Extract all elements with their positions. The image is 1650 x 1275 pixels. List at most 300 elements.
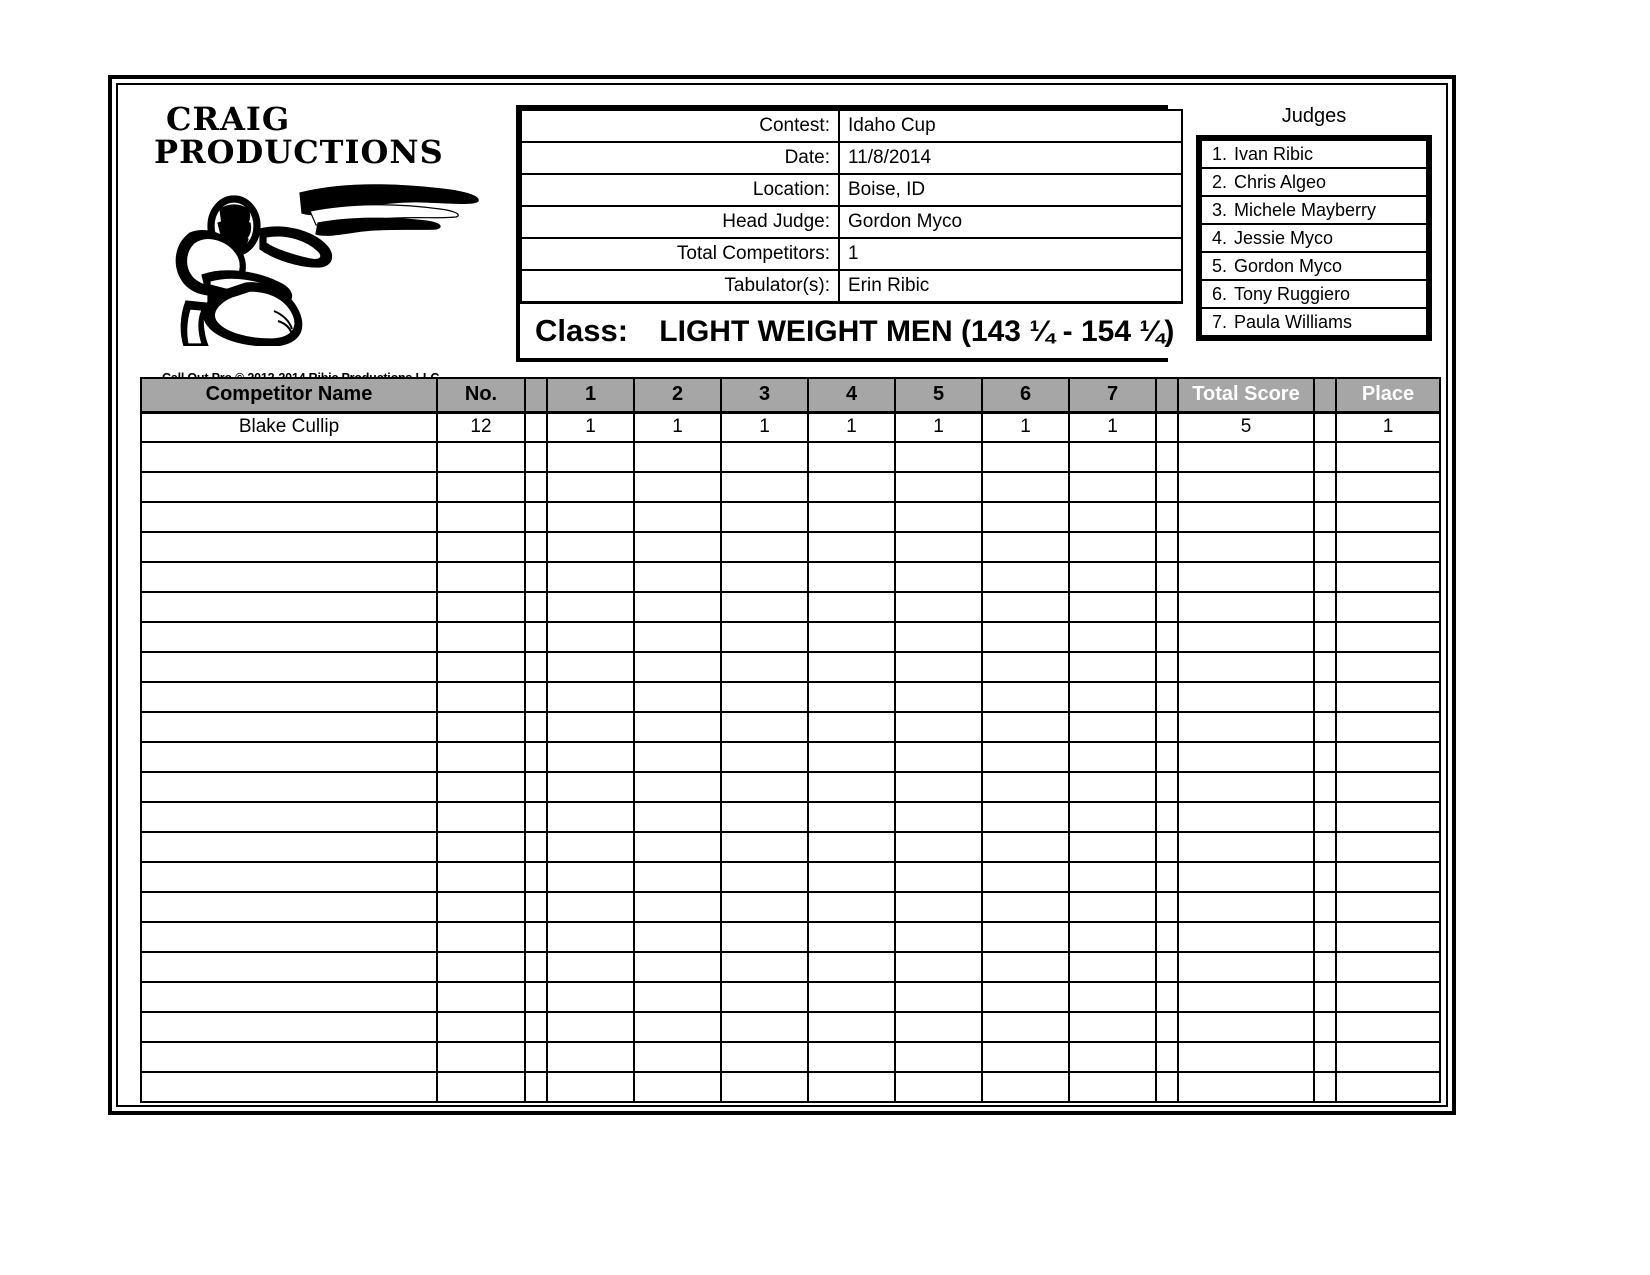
cell-round-6[interactable] [982, 712, 1069, 742]
cell-round-1[interactable] [547, 892, 634, 922]
cell-competitor-name[interactable] [141, 1042, 437, 1072]
cell-round-4[interactable] [808, 1072, 895, 1102]
table-row[interactable] [141, 652, 1440, 682]
cell-round-1[interactable] [547, 742, 634, 772]
cell-round-1[interactable] [547, 832, 634, 862]
cell-round-2[interactable] [634, 562, 721, 592]
cell-round-2[interactable] [634, 1012, 721, 1042]
cell-round-3[interactable] [721, 712, 808, 742]
cell-round-6[interactable] [982, 562, 1069, 592]
cell-total-score[interactable] [1178, 772, 1314, 802]
cell-round-2[interactable] [634, 1042, 721, 1072]
cell-round-2[interactable] [634, 892, 721, 922]
info-row-tabulators [521, 270, 1182, 303]
cell-round-7[interactable]: 1 [1069, 412, 1156, 442]
cell-competitor-name[interactable] [141, 1012, 437, 1042]
cell-competitor-number[interactable] [437, 802, 525, 832]
cell-competitor-name[interactable] [141, 892, 437, 922]
cell-round-5[interactable] [895, 892, 982, 922]
cell-round-1[interactable]: 1 [547, 412, 634, 442]
cell-round-3[interactable] [721, 982, 808, 1012]
cell-place[interactable] [1336, 832, 1440, 862]
cell-competitor-name[interactable] [141, 742, 437, 772]
cell-spacer-right [1314, 1072, 1336, 1102]
cell-round-3[interactable] [721, 592, 808, 622]
cell-round-3[interactable] [721, 922, 808, 952]
table-row[interactable] [141, 592, 1440, 622]
cell-round-6[interactable] [982, 742, 1069, 772]
cell-competitor-number[interactable] [437, 682, 525, 712]
cell-round-3[interactable] [721, 862, 808, 892]
table-row[interactable] [141, 892, 1440, 922]
cell-place[interactable] [1336, 772, 1440, 802]
table-row[interactable] [141, 802, 1440, 832]
cell-round-5[interactable] [895, 712, 982, 742]
cell-competitor-number[interactable] [437, 892, 525, 922]
cell-competitor-number[interactable] [437, 502, 525, 532]
table-row[interactable] [141, 1012, 1440, 1042]
cell-round-7[interactable] [1069, 832, 1156, 862]
cell-round-6[interactable] [982, 982, 1069, 1012]
cell-total-score[interactable] [1178, 922, 1314, 952]
cell-round-1[interactable] [547, 442, 634, 472]
cell-total-score[interactable] [1178, 622, 1314, 652]
cell-round-6[interactable] [982, 1042, 1069, 1072]
cell-round-3[interactable] [721, 622, 808, 652]
table-row[interactable] [141, 442, 1440, 472]
cell-round-5[interactable] [895, 952, 982, 982]
cell-spacer-left [525, 442, 547, 472]
cell-round-1[interactable] [547, 562, 634, 592]
cell-competitor-name[interactable] [141, 592, 437, 622]
cell-spacer-right [1314, 502, 1336, 532]
cell-round-6[interactable] [982, 682, 1069, 712]
cell-round-4[interactable] [808, 742, 895, 772]
cell-round-4[interactable] [808, 532, 895, 562]
cell-round-3[interactable] [721, 442, 808, 472]
cell-round-2[interactable]: 1 [634, 412, 721, 442]
cell-place[interactable] [1336, 502, 1440, 532]
cell-competitor-name[interactable] [141, 652, 437, 682]
cell-round-3[interactable] [721, 1072, 808, 1102]
cell-spacer-right [1314, 892, 1336, 922]
class-label: Class: [535, 313, 629, 348]
info-value-total-competitors[interactable]: 1 [839, 238, 1182, 270]
cell-competitor-number[interactable] [437, 952, 525, 982]
cell-round-6[interactable] [982, 472, 1069, 502]
cell-competitor-name[interactable] [141, 442, 437, 472]
cell-competitor-name[interactable] [141, 682, 437, 712]
cell-place[interactable]: 1 [1336, 412, 1440, 442]
cell-round-6[interactable] [982, 802, 1069, 832]
cell-round-2[interactable] [634, 922, 721, 952]
cell-place[interactable] [1336, 442, 1440, 472]
cell-round-4[interactable] [808, 952, 895, 982]
cell-round-6[interactable] [982, 832, 1069, 862]
cell-round-7[interactable] [1069, 682, 1156, 712]
cell-place[interactable] [1336, 1072, 1440, 1102]
cell-round-6[interactable] [982, 1012, 1069, 1042]
cell-spacer-left [525, 502, 547, 532]
class-row [521, 303, 1182, 359]
cell-round-4[interactable] [808, 622, 895, 652]
cell-round-5[interactable] [895, 772, 982, 802]
cell-round-3[interactable] [721, 772, 808, 802]
cell-round-1[interactable] [547, 952, 634, 982]
cell-round-3[interactable] [721, 952, 808, 982]
cell-competitor-name[interactable] [141, 502, 437, 532]
table-row[interactable] [141, 682, 1440, 712]
cell-round-2[interactable] [634, 682, 721, 712]
cell-place[interactable] [1336, 712, 1440, 742]
table-row[interactable] [141, 1042, 1440, 1072]
cell-total-score[interactable] [1178, 562, 1314, 592]
cell-round-5[interactable] [895, 922, 982, 952]
cell-round-5[interactable] [895, 982, 982, 1012]
cell-round-7[interactable] [1069, 772, 1156, 802]
cell-total-score[interactable] [1178, 1042, 1314, 1072]
cell-round-2[interactable] [634, 862, 721, 892]
cell-place[interactable] [1336, 742, 1440, 772]
cell-round-7[interactable] [1069, 922, 1156, 952]
cell-total-score[interactable] [1178, 1072, 1314, 1102]
cell-total-score[interactable] [1178, 712, 1314, 742]
cell-total-score[interactable] [1178, 532, 1314, 562]
cell-round-6[interactable] [982, 922, 1069, 952]
cell-round-2[interactable] [634, 802, 721, 832]
info-row-total-competitors [521, 238, 1182, 270]
cell-round-2[interactable] [634, 622, 721, 652]
cell-round-4[interactable] [808, 712, 895, 742]
cell-round-1[interactable] [547, 652, 634, 682]
cell-round-1[interactable] [547, 682, 634, 712]
cell-round-3[interactable] [721, 832, 808, 862]
cell-total-score[interactable] [1178, 592, 1314, 622]
cell-place[interactable] [1336, 802, 1440, 832]
cell-round-5[interactable] [895, 862, 982, 892]
cell-round-6[interactable] [982, 532, 1069, 562]
table-row[interactable] [141, 502, 1440, 532]
info-value-date[interactable]: 11/8/2014 [839, 142, 1182, 174]
cell-place[interactable] [1336, 622, 1440, 652]
cell-round-6[interactable]: 1 [982, 412, 1069, 442]
cell-competitor-number[interactable] [437, 442, 525, 472]
cell-competitor-number[interactable] [437, 832, 525, 862]
table-row[interactable] [141, 952, 1440, 982]
cell-place[interactable] [1336, 1012, 1440, 1042]
cell-round-1[interactable] [547, 1072, 634, 1102]
cell-round-3[interactable] [721, 562, 808, 592]
table-row[interactable] [141, 622, 1440, 652]
table-row[interactable] [141, 1072, 1440, 1102]
cell-round-5[interactable] [895, 832, 982, 862]
cell-round-1[interactable] [547, 1042, 634, 1072]
info-value-contest[interactable]: Idaho Cup [839, 110, 1182, 142]
cell-round-7[interactable] [1069, 802, 1156, 832]
cell-round-5[interactable] [895, 442, 982, 472]
cell-round-1[interactable] [547, 502, 634, 532]
cell-round-5[interactable] [895, 1042, 982, 1072]
cell-round-5[interactable] [895, 562, 982, 592]
cell-round-6[interactable] [982, 652, 1069, 682]
cell-round-4[interactable] [808, 682, 895, 712]
cell-round-5[interactable] [895, 652, 982, 682]
cell-round-1[interactable] [547, 982, 634, 1012]
table-row[interactable] [141, 532, 1440, 562]
cell-competitor-number[interactable] [437, 1012, 525, 1042]
cell-round-4[interactable]: 1 [808, 412, 895, 442]
cell-total-score[interactable] [1178, 1012, 1314, 1042]
table-row[interactable] [141, 472, 1440, 502]
cell-competitor-name[interactable] [141, 982, 437, 1012]
cell-competitor-number[interactable] [437, 472, 525, 502]
cell-round-3[interactable] [721, 682, 808, 712]
cell-competitor-number[interactable] [437, 772, 525, 802]
cell-round-6[interactable] [982, 1072, 1069, 1102]
cell-round-6[interactable] [982, 442, 1069, 472]
info-value-location[interactable]: Boise, ID [839, 174, 1182, 206]
cell-competitor-name[interactable] [141, 832, 437, 862]
cell-spacer-right [1314, 1042, 1336, 1072]
cell-round-2[interactable] [634, 652, 721, 682]
cell-total-score[interactable] [1178, 952, 1314, 982]
table-row[interactable] [141, 832, 1440, 862]
cell-competitor-number[interactable] [437, 922, 525, 952]
cell-place[interactable] [1336, 982, 1440, 1012]
cell-competitor-number[interactable] [437, 1072, 525, 1102]
cell-round-2[interactable] [634, 742, 721, 772]
cell-round-4[interactable] [808, 442, 895, 472]
col-header-round-6: 6 [982, 378, 1069, 412]
cell-competitor-name[interactable] [141, 772, 437, 802]
cell-round-4[interactable] [808, 772, 895, 802]
cell-competitor-number[interactable] [437, 712, 525, 742]
cell-competitor-name[interactable]: Blake Cullip [141, 412, 437, 442]
cell-round-1[interactable] [547, 472, 634, 502]
cell-round-6[interactable] [982, 952, 1069, 982]
cell-total-score[interactable] [1178, 862, 1314, 892]
table-row[interactable] [141, 922, 1440, 952]
cell-total-score[interactable] [1178, 742, 1314, 772]
cell-round-2[interactable] [634, 772, 721, 802]
cell-round-3[interactable] [721, 532, 808, 562]
cell-competitor-name[interactable] [141, 532, 437, 562]
cell-competitor-name[interactable] [141, 862, 437, 892]
cell-round-3[interactable] [721, 472, 808, 502]
logo-line-craig: CRAIG [166, 100, 291, 138]
cell-round-1[interactable] [547, 712, 634, 742]
cell-round-2[interactable] [634, 712, 721, 742]
cell-round-6[interactable] [982, 892, 1069, 922]
cell-round-2[interactable] [634, 832, 721, 862]
judge-name-2: Chris Algeo [1234, 171, 1327, 192]
cell-round-4[interactable] [808, 652, 895, 682]
cell-round-2[interactable] [634, 982, 721, 1012]
cell-round-1[interactable] [547, 802, 634, 832]
cell-round-1[interactable] [547, 1012, 634, 1042]
cell-round-5[interactable] [895, 1012, 982, 1042]
cell-round-1[interactable] [547, 622, 634, 652]
cell-competitor-name[interactable] [141, 712, 437, 742]
cell-round-4[interactable] [808, 502, 895, 532]
cell-round-7[interactable] [1069, 592, 1156, 622]
cell-round-5[interactable] [895, 472, 982, 502]
cell-total-score[interactable] [1178, 802, 1314, 832]
cell-round-7[interactable] [1069, 712, 1156, 742]
cell-round-3[interactable] [721, 652, 808, 682]
cell-round-1[interactable] [547, 532, 634, 562]
cell-round-7[interactable] [1069, 502, 1156, 532]
cell-round-5[interactable] [895, 742, 982, 772]
cell-competitor-name[interactable] [141, 472, 437, 502]
cell-round-7[interactable] [1069, 532, 1156, 562]
cell-place[interactable] [1336, 892, 1440, 922]
cell-competitor-name[interactable] [141, 1072, 437, 1102]
cell-round-4[interactable] [808, 922, 895, 952]
cell-round-5[interactable]: 1 [895, 412, 982, 442]
cell-competitor-number[interactable]: 12 [437, 412, 525, 442]
cell-place[interactable] [1336, 922, 1440, 952]
cell-round-1[interactable] [547, 862, 634, 892]
cell-competitor-name[interactable] [141, 622, 437, 652]
cell-round-7[interactable] [1069, 622, 1156, 652]
cell-round-2[interactable] [634, 532, 721, 562]
cell-competitor-number[interactable] [437, 652, 525, 682]
cell-round-4[interactable] [808, 982, 895, 1012]
cell-spacer-left [525, 862, 547, 892]
cell-round-3[interactable] [721, 502, 808, 532]
cell-round-2[interactable] [634, 952, 721, 982]
cell-competitor-name[interactable] [141, 922, 437, 952]
cell-total-score[interactable] [1178, 502, 1314, 532]
cell-round-7[interactable] [1069, 1012, 1156, 1042]
cell-round-5[interactable] [895, 532, 982, 562]
cell-spacer-mid [1156, 832, 1178, 862]
cell-total-score[interactable]: 5 [1178, 412, 1314, 442]
cell-total-score[interactable] [1178, 682, 1314, 712]
cell-round-2[interactable] [634, 472, 721, 502]
cell-round-7[interactable] [1069, 472, 1156, 502]
cell-round-7[interactable] [1069, 892, 1156, 922]
info-value-head-judge[interactable]: Gordon Myco [839, 206, 1182, 238]
cell-round-4[interactable] [808, 472, 895, 502]
cell-round-7[interactable] [1069, 652, 1156, 682]
cell-competitor-number[interactable] [437, 862, 525, 892]
cell-round-3[interactable] [721, 1042, 808, 1072]
table-row[interactable] [141, 772, 1440, 802]
cell-place[interactable] [1336, 592, 1440, 622]
cell-round-4[interactable] [808, 892, 895, 922]
cell-round-7[interactable] [1069, 982, 1156, 1012]
cell-round-7[interactable] [1069, 952, 1156, 982]
cell-round-6[interactable] [982, 772, 1069, 802]
cell-round-6[interactable] [982, 592, 1069, 622]
cell-round-5[interactable] [895, 502, 982, 532]
cell-round-2[interactable] [634, 1072, 721, 1102]
cell-round-3[interactable] [721, 892, 808, 922]
cell-round-7[interactable] [1069, 1042, 1156, 1072]
cell-round-6[interactable] [982, 622, 1069, 652]
cell-round-7[interactable] [1069, 742, 1156, 772]
cell-competitor-name[interactable] [141, 562, 437, 592]
cell-round-5[interactable] [895, 802, 982, 832]
cell-competitor-number[interactable] [437, 982, 525, 1012]
table-row[interactable] [141, 412, 1440, 442]
cell-round-5[interactable] [895, 592, 982, 622]
cell-round-5[interactable] [895, 682, 982, 712]
cell-place[interactable] [1336, 562, 1440, 592]
cell-round-6[interactable] [982, 862, 1069, 892]
cell-round-6[interactable] [982, 502, 1069, 532]
cell-round-4[interactable] [808, 562, 895, 592]
table-row[interactable] [141, 562, 1440, 592]
cell-round-7[interactable] [1069, 442, 1156, 472]
cell-total-score[interactable] [1178, 652, 1314, 682]
cell-total-score[interactable] [1178, 442, 1314, 472]
cell-competitor-number[interactable] [437, 622, 525, 652]
cell-spacer-right [1314, 592, 1336, 622]
cell-round-1[interactable] [547, 592, 634, 622]
table-row[interactable] [141, 742, 1440, 772]
cell-round-4[interactable] [808, 862, 895, 892]
cell-competitor-number[interactable] [437, 742, 525, 772]
cell-round-4[interactable] [808, 1012, 895, 1042]
cell-total-score[interactable] [1178, 472, 1314, 502]
cell-round-4[interactable] [808, 1042, 895, 1072]
cell-round-4[interactable] [808, 802, 895, 832]
cell-competitor-number[interactable] [437, 532, 525, 562]
cell-round-2[interactable] [634, 592, 721, 622]
cell-round-7[interactable] [1069, 1072, 1156, 1102]
cell-round-7[interactable] [1069, 862, 1156, 892]
cell-round-1[interactable] [547, 922, 634, 952]
cell-round-3[interactable] [721, 1012, 808, 1042]
info-value-tabulators[interactable]: Erin Ribic [839, 270, 1182, 303]
cell-round-2[interactable] [634, 502, 721, 532]
cell-round-5[interactable] [895, 1072, 982, 1102]
cell-round-1[interactable] [547, 772, 634, 802]
cell-total-score[interactable] [1178, 832, 1314, 862]
judges-table [1200, 139, 1428, 337]
cell-round-3[interactable] [721, 802, 808, 832]
cell-round-7[interactable] [1069, 562, 1156, 592]
cell-place[interactable] [1336, 952, 1440, 982]
cell-competitor-number[interactable] [437, 562, 525, 592]
cell-spacer-left [525, 1042, 547, 1072]
cell-round-3[interactable] [721, 742, 808, 772]
cell-round-5[interactable] [895, 622, 982, 652]
cell-round-3[interactable]: 1 [721, 412, 808, 442]
cell-place[interactable] [1336, 862, 1440, 892]
cell-place[interactable] [1336, 682, 1440, 712]
cell-competitor-name[interactable] [141, 952, 437, 982]
table-row[interactable] [141, 712, 1440, 742]
cell-place[interactable] [1336, 532, 1440, 562]
cell-place[interactable] [1336, 652, 1440, 682]
cell-competitor-number[interactable] [437, 1042, 525, 1072]
cell-place[interactable] [1336, 472, 1440, 502]
cell-round-4[interactable] [808, 832, 895, 862]
cell-total-score[interactable] [1178, 982, 1314, 1012]
cell-competitor-number[interactable] [437, 592, 525, 622]
cell-total-score[interactable] [1178, 892, 1314, 922]
cell-round-2[interactable] [634, 442, 721, 472]
table-row[interactable] [141, 982, 1440, 1012]
cell-round-4[interactable] [808, 592, 895, 622]
cell-place[interactable] [1336, 1042, 1440, 1072]
table-row[interactable] [141, 862, 1440, 892]
cell-competitor-name[interactable] [141, 802, 437, 832]
